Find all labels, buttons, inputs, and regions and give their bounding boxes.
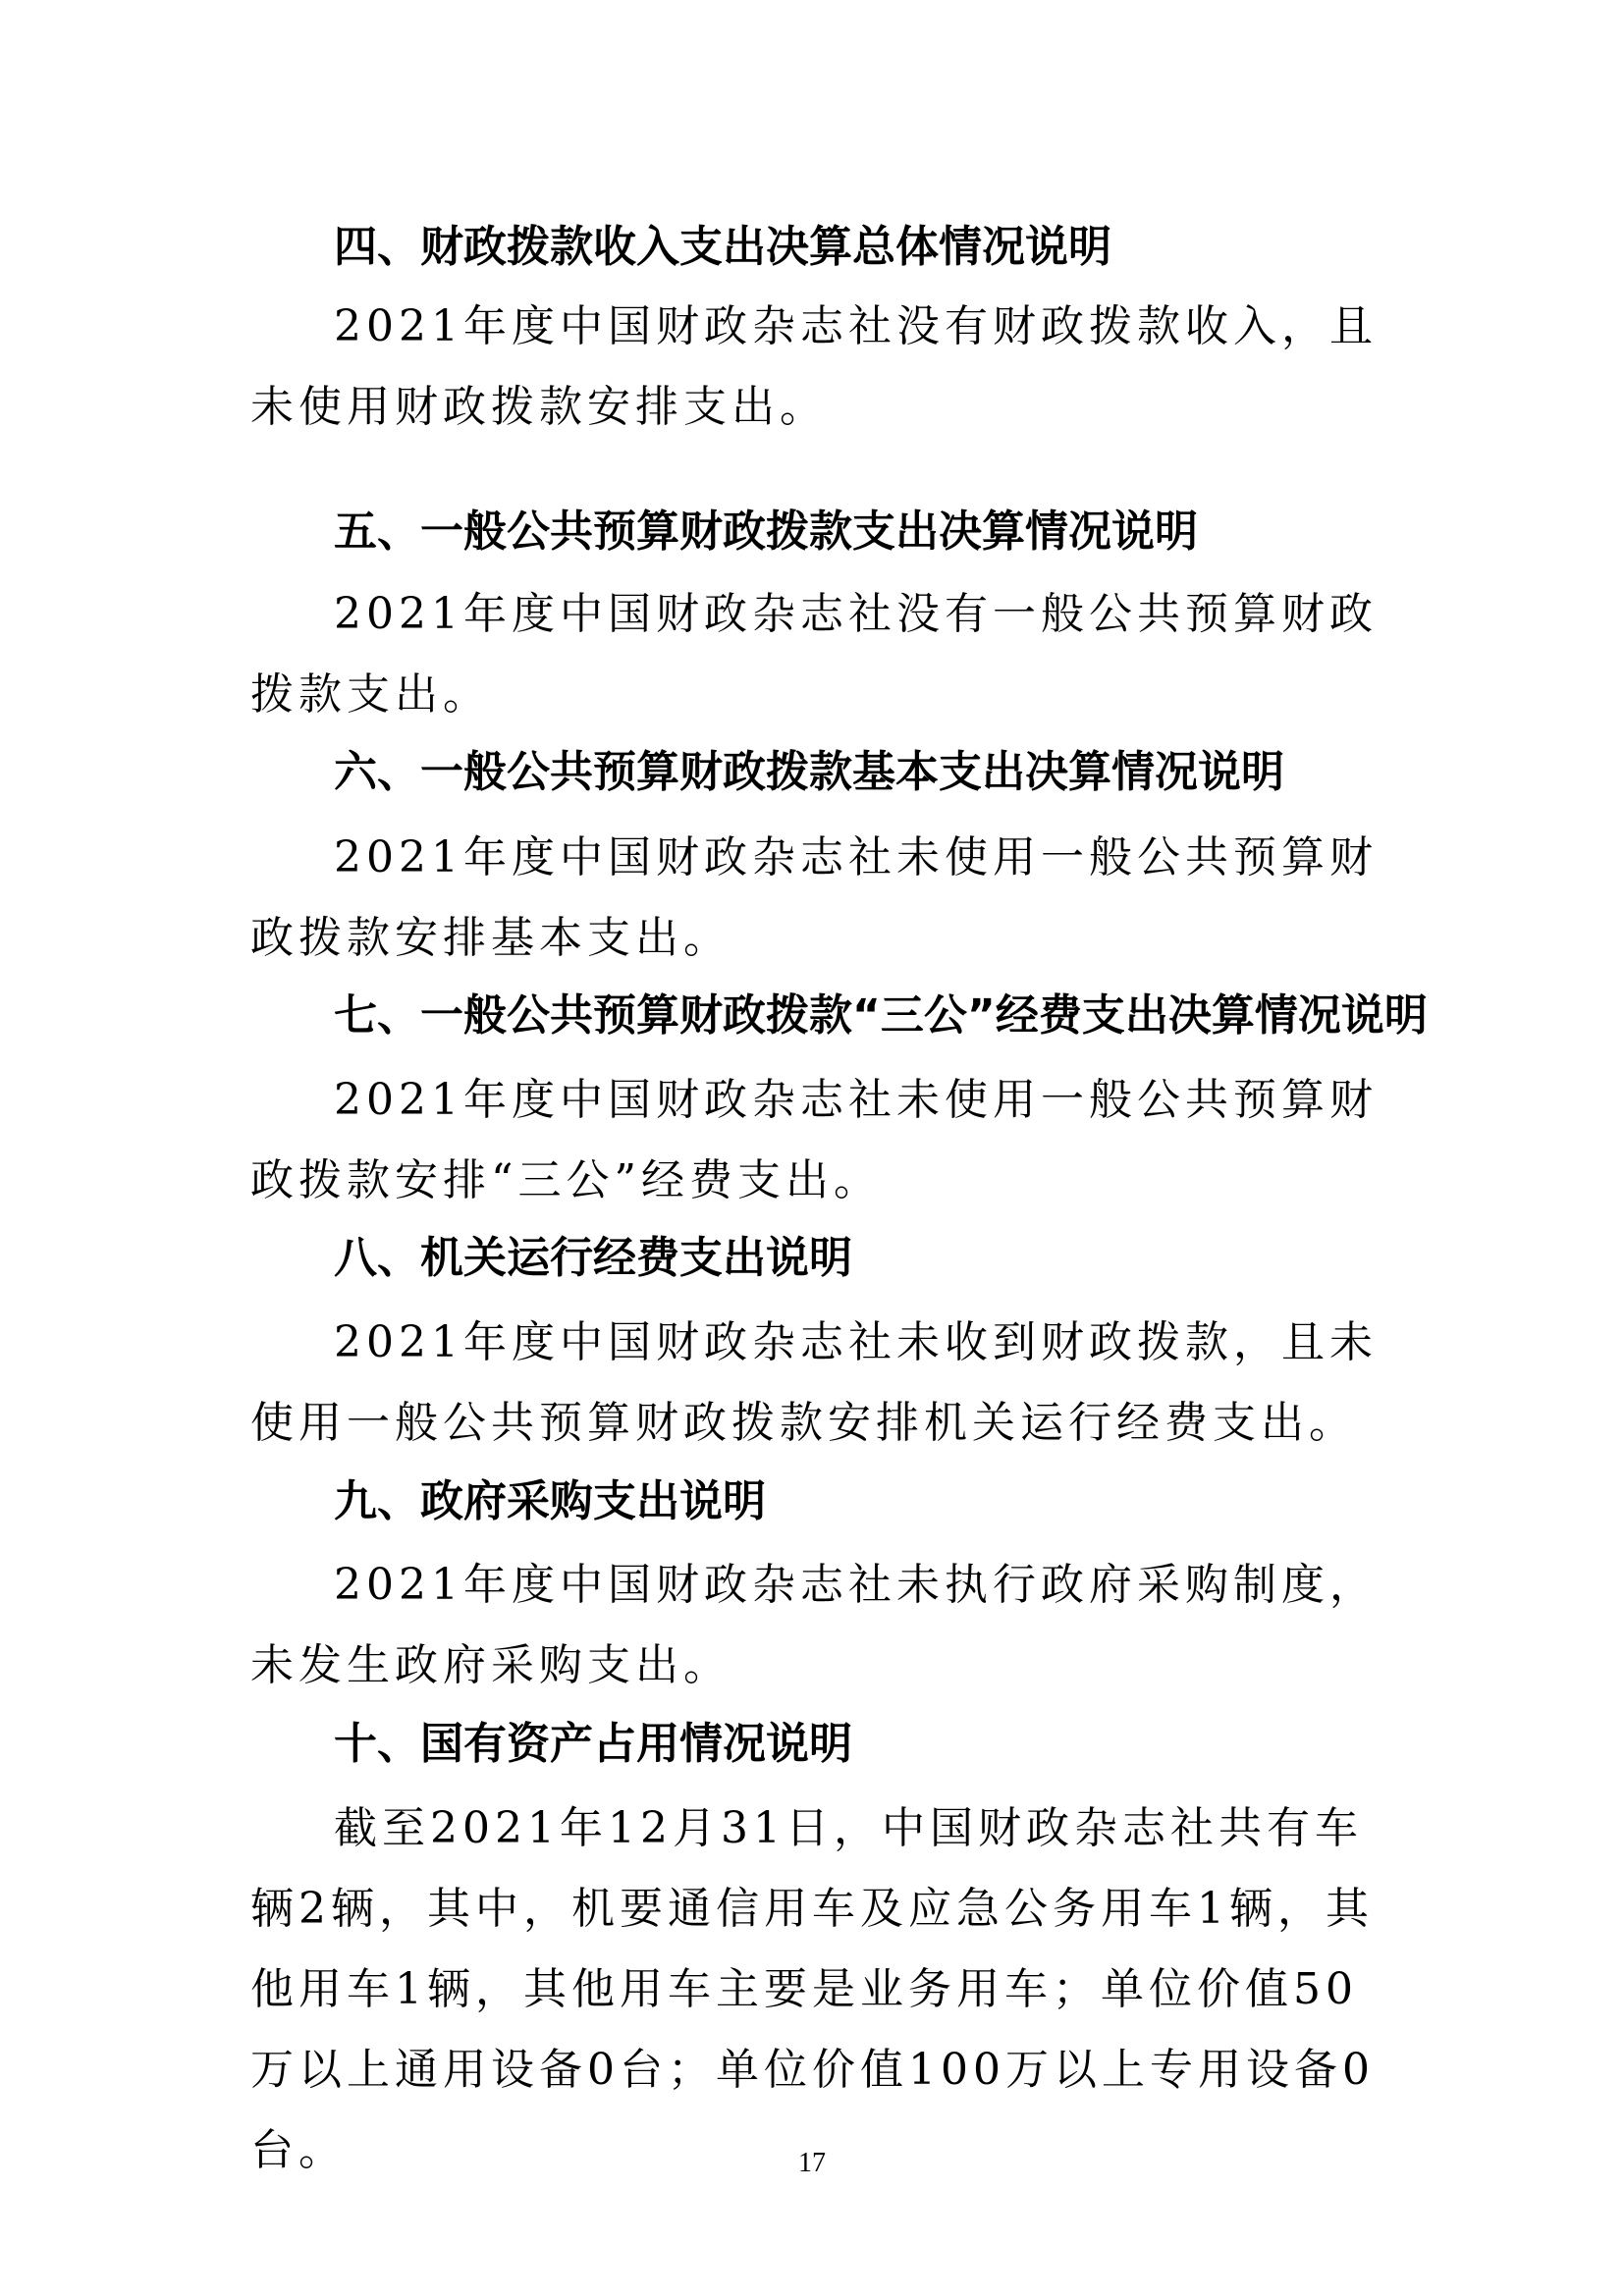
section-heading-4: 四、财政拨款收入支出决算总体情况说明	[334, 222, 1111, 272]
section-heading-10: 十、国有资产占用情况说明	[334, 1719, 852, 1769]
section-heading-6: 六、一般公共预算财政拨款基本支出决算情况说明	[334, 747, 1284, 797]
section-heading-7: 七、一般公共预算财政拨款“三公”经费支出决算情况说明	[334, 990, 1428, 1041]
section-heading-8: 八、机关运行经费支出说明	[334, 1233, 852, 1283]
section-heading-9: 九、政府采购支出说明	[334, 1476, 766, 1526]
page-number: 17	[798, 2148, 826, 2178]
section-body-8: 2021年度中国财政杂志社未收到财政拨款，且未使用一般公共预算财政拨款安排机关运行经费支出。	[250, 1317, 1378, 1448]
section-heading-5: 五、一般公共预算财政拨款支出决算情况说明	[334, 507, 1198, 557]
section-body-10: 截至2021年12月31日，中国财政杂志社共有车辆2辆，其中，机要通信用车及应急公务用车1辆，其他用车1辆，其他用车主要是业务用车；单位价值50万以上通用设备0台；单位价值100万以上专用设备0台。	[250, 1803, 1375, 2175]
section-body-7: 2021年度中国财政杂志社未使用一般公共预算财政拨款安排“三公”经费支出。	[250, 1075, 1378, 1205]
section-body-4: 2021年度中国财政杂志社没有财政拨款收入，且未使用财政拨款安排支出。	[250, 301, 1378, 432]
section-body-6: 2021年度中国财政杂志社未使用一般公共预算财政拨款安排基本支出。	[250, 832, 1378, 963]
section-body-9: 2021年度中国财政杂志社未执行政府采购制度，未发生政府采购支出。	[250, 1560, 1378, 1690]
section-body-5: 2021年度中国财政杂志社没有一般公共预算财政拨款支出。	[250, 589, 1378, 720]
